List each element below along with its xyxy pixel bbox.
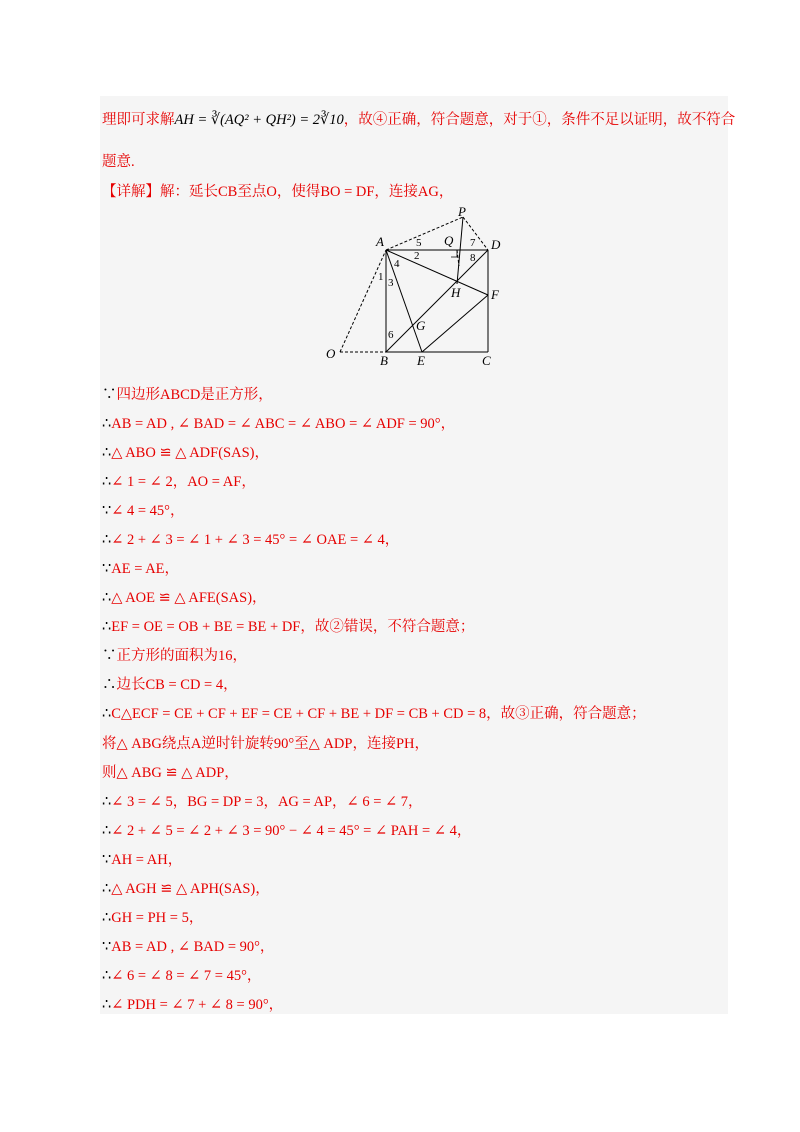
detail-tag: 【详解】 [102, 184, 160, 200]
intro-formula: AH = ∛(AQ² + QH²) = 2∛10 [174, 112, 344, 128]
label-D: D [491, 237, 501, 252]
intro-end: 题意. [102, 154, 135, 170]
solution-step [102, 441, 269, 462]
step-symbol: ∵ [102, 939, 112, 955]
solution-step [102, 499, 185, 520]
solution-step [102, 615, 474, 636]
step-symbol: ∴ [102, 997, 112, 1013]
step-symbol: ∴ [102, 474, 112, 490]
step-symbol: ∴ [102, 706, 112, 722]
angle-6: 6 [388, 329, 394, 341]
step-text: ∠ 3 = ∠ 5，BG = DP = 3，AG = AP，∠ 6 = ∠ 7， [111, 794, 423, 810]
label-B: B [380, 353, 388, 368]
detail-text: 解：延长CB至点O，使得BO = DF，连接AG， [160, 184, 454, 200]
angle-4: 4 [394, 258, 400, 270]
angle-3: 3 [388, 277, 394, 289]
intro-line-1 [102, 108, 735, 129]
solution-step [102, 877, 270, 898]
step-symbol: ∴ [102, 416, 112, 432]
step-text: ∠ 2 + ∠ 3 = ∠ 1 + ∠ 3 = 45° = ∠ OAE = ∠ 4， [111, 532, 400, 548]
step-text: ∠ 1 = ∠ 2，AO = AF， [111, 474, 256, 490]
solution-step [102, 993, 283, 1014]
solution-step [102, 644, 247, 665]
label-Q: Q [444, 233, 454, 248]
solution-step [102, 732, 429, 753]
dashed-OA [340, 250, 386, 352]
right-angle-mark [451, 250, 457, 257]
geometry-figure [320, 200, 510, 370]
step-text: AE = AE， [111, 561, 180, 577]
angle-2: 2 [414, 250, 420, 262]
solution-step [102, 790, 423, 811]
step-symbol: ∵ [102, 387, 117, 403]
step-symbol: ∵ [102, 648, 117, 664]
step-symbol: ∵ [102, 561, 112, 577]
step-symbol: ∴ [102, 590, 112, 606]
intro-text: 理即可求解 [102, 112, 175, 128]
solution-step [102, 819, 471, 840]
step-text: GH = PH = 5， [111, 910, 204, 926]
label-F: F [491, 287, 499, 302]
solution-step [102, 848, 182, 869]
step-symbol: ∴ [102, 619, 112, 635]
intro-line-2 [102, 150, 135, 171]
dashed-PD [463, 217, 488, 250]
angle-5: 5 [416, 237, 422, 249]
detail-line [102, 180, 453, 201]
step-symbol: ∵ [102, 503, 112, 519]
step-text: △ ABO ≌ △ ADF(SAS)， [111, 445, 269, 461]
angle-1: 1 [378, 271, 384, 283]
label-E: E [417, 353, 425, 368]
solution-step [102, 412, 455, 433]
step-text: 四边形ABCD是正方形， [116, 387, 273, 403]
step-symbol: ∴ [102, 823, 112, 839]
solution-step [102, 964, 261, 985]
step-text: AH = AH， [111, 852, 183, 868]
step-text: AB = AD , ∠ BAD = ∠ ABC = ∠ ABO = ∠ ADF = 90°， [111, 416, 456, 432]
solution-step [102, 383, 273, 404]
step-symbol: ∵ [102, 852, 112, 868]
step-text: C△ECF = CE + CF + EF = CE + CF + BE + DF = CB + CD = 8，故③正确，符合题意； [111, 706, 646, 722]
solution-step [102, 586, 267, 607]
label-O: O [326, 346, 336, 361]
step-symbol: ∴ [102, 794, 112, 810]
step-text: 正方形的面积为16， [116, 648, 247, 664]
solution-step [102, 906, 203, 927]
intro-suffix: ，故④正确，符合题意，对于①，条件不足以证明，故不符合 [343, 112, 736, 128]
solution-step [102, 528, 399, 549]
step-symbol: ∴ [102, 910, 112, 926]
step-text: △ AGH ≌ △ APH(SAS)， [111, 881, 270, 897]
label-G: G [416, 318, 426, 333]
solution-step [102, 761, 239, 782]
step-symbol: ∴ [102, 968, 112, 984]
step-symbol: ∴ [102, 677, 117, 693]
angle-8: 8 [470, 252, 476, 264]
step-text: 则△ ABG ≌ △ ADP， [102, 765, 239, 781]
angle-7: 7 [470, 237, 476, 249]
solution-step [102, 935, 274, 956]
solution-step [102, 702, 646, 723]
step-text: AB = AD , ∠ BAD = 90°， [111, 939, 275, 955]
step-text: ∠ 2 + ∠ 5 = ∠ 2 + ∠ 3 = 90° − ∠ 4 = 45° = ∠ PAH = ∠ 4， [111, 823, 472, 839]
solution-step [102, 557, 179, 578]
label-A: A [376, 234, 384, 249]
step-text: 边长CB = CD = 4， [116, 677, 238, 693]
label-C: C [482, 353, 491, 368]
solution-step [102, 673, 238, 694]
step-text: ∠ 4 = 45°， [111, 503, 185, 519]
diagonal-BD [386, 250, 488, 352]
step-text: ∠ PDH = ∠ 7 + ∠ 8 = 90°， [111, 997, 284, 1013]
step-text: EF = OE = OB + BE = BE + DF，故②错误，不符合题意； [111, 619, 475, 635]
step-text: △ AOE ≌ △ AFE(SAS)， [111, 590, 267, 606]
segment-EF [422, 295, 488, 352]
step-symbol: ∴ [102, 881, 112, 897]
step-text: 将△ ABG绕点A逆时针旋转90°至△ ADP，连接PH， [102, 736, 429, 752]
step-symbol: ∴ [102, 445, 112, 461]
step-text: ∠ 6 = ∠ 8 = ∠ 7 = 45°， [111, 968, 262, 984]
solution-step [102, 470, 256, 491]
step-symbol: ∴ [102, 532, 112, 548]
label-P: P [458, 204, 466, 219]
label-H: H [451, 285, 461, 300]
geometry-diagram [320, 200, 510, 370]
